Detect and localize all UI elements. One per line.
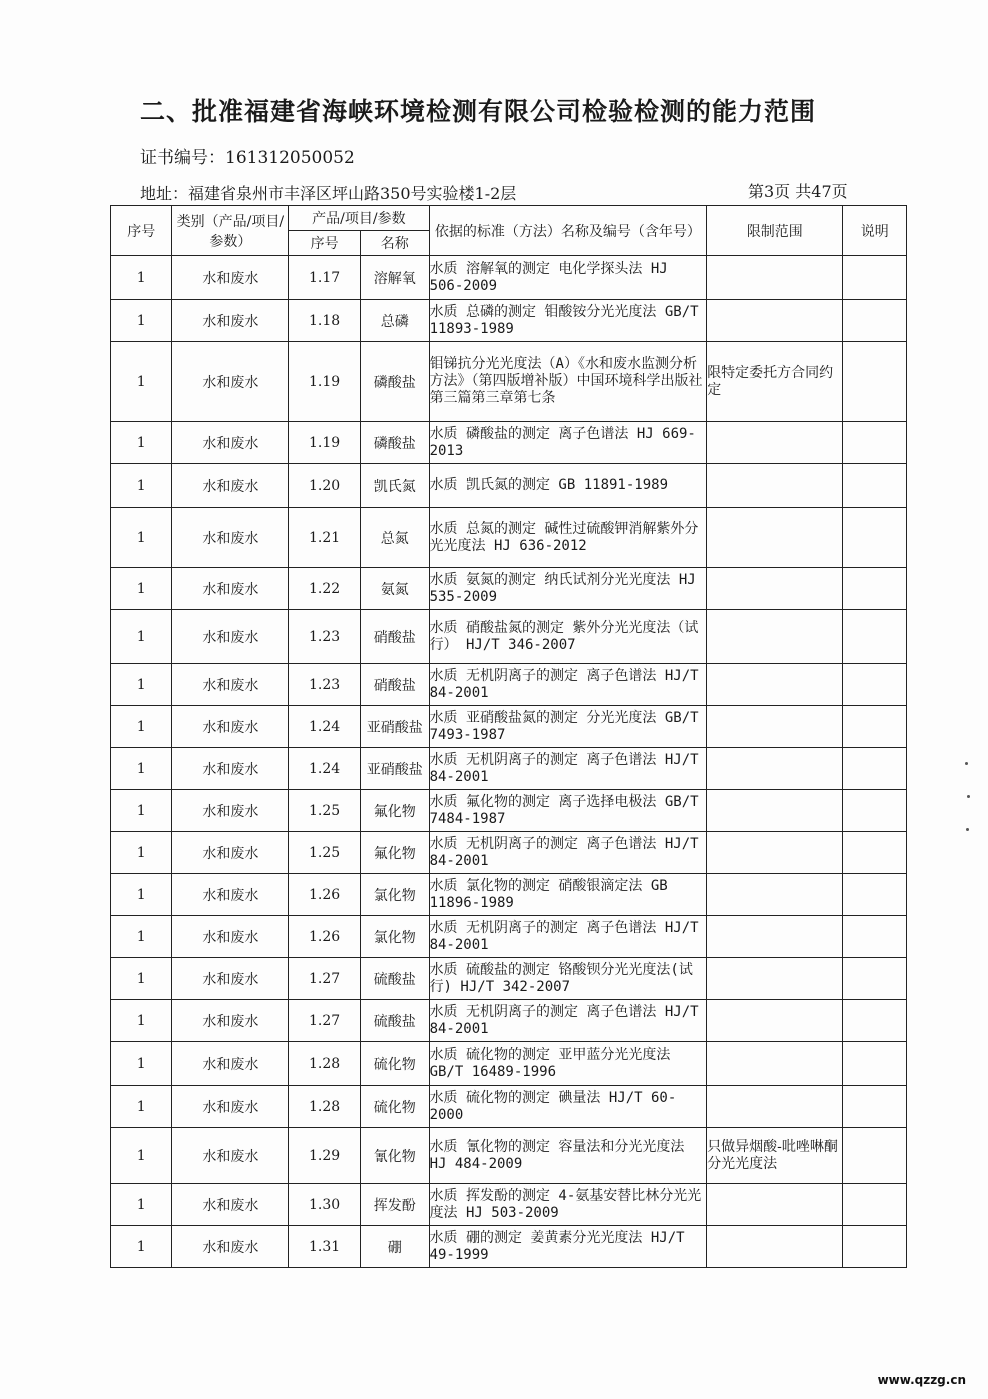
row-note <box>843 832 907 874</box>
table-row <box>111 610 907 664</box>
row-category: 水和废水 <box>172 790 289 832</box>
row-note <box>843 256 907 300</box>
row-standard: 水质 无机阴离子的测定 离子色谱法 HJ/T 84-2001 <box>429 664 707 706</box>
row-seq: 1 <box>111 1128 172 1184</box>
row-standard: 水质 硫酸盐的测定 铬酸钡分光光度法(试行) HJ/T 342-2007 <box>429 958 707 1000</box>
row-seq: 1 <box>111 256 172 300</box>
row-standard: 水质 凯氏氮的测定 GB 11891-1989 <box>429 464 707 508</box>
row-category: 水和废水 <box>172 300 289 342</box>
row-seq: 1 <box>111 706 172 748</box>
row-note <box>843 748 907 790</box>
row-name: 硝酸盐 <box>360 610 429 664</box>
row-note <box>843 874 907 916</box>
row-name: 亚硝酸盐 <box>360 706 429 748</box>
table-row <box>111 748 907 790</box>
row-standard: 水质 氯化物的测定 硝酸银滴定法 GB 11896-1989 <box>429 874 707 916</box>
row-standard: 水质 硼的测定 姜黄素分光光度法 HJ/T 49-1999 <box>429 1226 707 1268</box>
row-category: 水和废水 <box>172 832 289 874</box>
certificate-number: 证书编号：161312050052 <box>140 148 355 168</box>
row-limit <box>707 958 843 1000</box>
row-limit: 只做异烟酸-吡唑啉酮分光光度法 <box>707 1128 843 1184</box>
row-note <box>843 422 907 464</box>
row-sub-seq: 1.30 <box>289 1184 361 1226</box>
table-row <box>111 832 907 874</box>
row-limit <box>707 664 843 706</box>
row-note <box>843 1000 907 1042</box>
row-standard: 水质 硫化物的测定 亚甲蓝分光光度法 GB/T 16489-1996 <box>429 1042 707 1086</box>
row-limit <box>707 748 843 790</box>
table-row <box>111 342 907 422</box>
row-limit: 限特定委托方合同约定 <box>707 342 843 422</box>
header-note: 说明 <box>843 206 907 256</box>
table-row <box>111 790 907 832</box>
row-sub-seq: 1.27 <box>289 958 361 1000</box>
row-note <box>843 790 907 832</box>
row-sub-seq: 1.25 <box>289 832 361 874</box>
row-note <box>843 664 907 706</box>
row-seq: 1 <box>111 1086 172 1128</box>
row-standard: 水质 溶解氧的测定 电化学探头法 HJ 506-2009 <box>429 256 707 300</box>
row-name: 硝酸盐 <box>360 664 429 706</box>
row-standard: 水质 无机阴离子的测定 离子色谱法 HJ/T 84-2001 <box>429 832 707 874</box>
row-note <box>843 342 907 422</box>
row-seq: 1 <box>111 464 172 508</box>
table-row <box>111 568 907 610</box>
table-row <box>111 422 907 464</box>
row-name: 总磷 <box>360 300 429 342</box>
row-name: 氟化物 <box>360 790 429 832</box>
table-row <box>111 706 907 748</box>
row-limit <box>707 508 843 568</box>
row-name: 总氮 <box>360 508 429 568</box>
row-category: 水和废水 <box>172 568 289 610</box>
row-limit <box>707 300 843 342</box>
row-seq: 1 <box>111 958 172 1000</box>
row-name: 溶解氧 <box>360 256 429 300</box>
row-seq: 1 <box>111 568 172 610</box>
row-note <box>843 1086 907 1128</box>
row-sub-seq: 1.24 <box>289 706 361 748</box>
table-row <box>111 916 907 958</box>
row-standard: 水质 总氮的测定 碱性过硫酸钾消解紫外分光光度法 HJ 636-2012 <box>429 508 707 568</box>
row-note <box>843 464 907 508</box>
row-note <box>843 610 907 664</box>
row-seq: 1 <box>111 610 172 664</box>
row-category: 水和废水 <box>172 1128 289 1184</box>
row-sub-seq: 1.27 <box>289 1000 361 1042</box>
row-limit <box>707 256 843 300</box>
row-seq: 1 <box>111 748 172 790</box>
row-name: 氯化物 <box>360 874 429 916</box>
row-standard: 水质 氨氮的测定 纳氏试剂分光光度法 HJ 535-2009 <box>429 568 707 610</box>
row-seq: 1 <box>111 300 172 342</box>
row-limit <box>707 1000 843 1042</box>
row-seq: 1 <box>111 422 172 464</box>
row-limit <box>707 1042 843 1086</box>
row-category: 水和废水 <box>172 874 289 916</box>
row-limit <box>707 1086 843 1128</box>
scan-speck <box>966 828 969 831</box>
row-category: 水和废水 <box>172 1226 289 1268</box>
row-limit <box>707 1184 843 1226</box>
row-category: 水和废水 <box>172 422 289 464</box>
row-sub-seq: 1.18 <box>289 300 361 342</box>
row-sub-seq: 1.21 <box>289 508 361 568</box>
row-standard: 水质 无机阴离子的测定 离子色谱法 HJ/T 84-2001 <box>429 1000 707 1042</box>
row-category: 水和废水 <box>172 464 289 508</box>
watermark-url: www.qzzg.cn <box>877 1373 966 1387</box>
scan-speck <box>967 795 970 798</box>
row-sub-seq: 1.28 <box>289 1042 361 1086</box>
table-row <box>111 874 907 916</box>
table-row <box>111 664 907 706</box>
row-note <box>843 568 907 610</box>
row-limit <box>707 832 843 874</box>
row-category: 水和废水 <box>172 508 289 568</box>
row-seq: 1 <box>111 342 172 422</box>
row-category: 水和废水 <box>172 610 289 664</box>
table-row <box>111 300 907 342</box>
row-sub-seq: 1.24 <box>289 748 361 790</box>
header-seq: 序号 <box>111 206 172 256</box>
table-row <box>111 1226 907 1268</box>
row-name: 氰化物 <box>360 1128 429 1184</box>
row-category: 水和废水 <box>172 748 289 790</box>
row-seq: 1 <box>111 790 172 832</box>
table-row <box>111 1086 907 1128</box>
row-category: 水和废水 <box>172 664 289 706</box>
row-note <box>843 706 907 748</box>
row-name: 挥发酚 <box>360 1184 429 1226</box>
row-seq: 1 <box>111 1000 172 1042</box>
row-name: 凯氏氮 <box>360 464 429 508</box>
row-category: 水和废水 <box>172 958 289 1000</box>
page-indicator: 第3页 共47页 <box>748 182 848 201</box>
row-name: 氨氮 <box>360 568 429 610</box>
row-limit <box>707 790 843 832</box>
header-name: 名称 <box>360 231 429 256</box>
row-note <box>843 1042 907 1086</box>
row-standard: 水质 硫化物的测定 碘量法 HJ/T 60-2000 <box>429 1086 707 1128</box>
row-standard: 钼锑抗分光光度法（A）《水和废水监测分析方法》（第四版增补版）中国环境科学出版社 第三篇第三章第七条 <box>429 342 707 422</box>
header-sub-seq: 序号 <box>289 231 361 256</box>
row-sub-seq: 1.20 <box>289 464 361 508</box>
row-name: 硫酸盐 <box>360 1000 429 1042</box>
row-category: 水和废水 <box>172 342 289 422</box>
row-name: 氯化物 <box>360 916 429 958</box>
row-note <box>843 916 907 958</box>
row-seq: 1 <box>111 832 172 874</box>
row-sub-seq: 1.17 <box>289 256 361 300</box>
table-row <box>111 1042 907 1086</box>
header-limit: 限制范围 <box>707 206 843 256</box>
lab-address: 地址：福建省泉州市丰泽区坪山路350号实验楼1-2层 <box>140 184 517 203</box>
row-name: 磷酸盐 <box>360 422 429 464</box>
row-category: 水和废水 <box>172 916 289 958</box>
row-name: 硼 <box>360 1226 429 1268</box>
row-seq: 1 <box>111 1226 172 1268</box>
row-seq: 1 <box>111 916 172 958</box>
table-header <box>111 206 907 256</box>
header-product-group: 产品/项目/参数 <box>289 206 429 231</box>
row-note <box>843 508 907 568</box>
row-limit <box>707 568 843 610</box>
row-note <box>843 1184 907 1226</box>
row-category: 水和废水 <box>172 1000 289 1042</box>
row-limit <box>707 916 843 958</box>
row-standard: 水质 挥发酚的测定 4-氨基安替比林分光光度法 HJ 503-2009 <box>429 1184 707 1226</box>
table-row <box>111 958 907 1000</box>
row-note <box>843 1226 907 1268</box>
row-standard: 水质 无机阴离子的测定 离子色谱法 HJ/T 84-2001 <box>429 916 707 958</box>
scope-table <box>110 205 907 1268</box>
table-row <box>111 1000 907 1042</box>
row-category: 水和废水 <box>172 706 289 748</box>
row-note <box>843 1128 907 1184</box>
row-category: 水和废水 <box>172 1184 289 1226</box>
row-limit <box>707 464 843 508</box>
table-row <box>111 1128 907 1184</box>
table-row <box>111 464 907 508</box>
table-row <box>111 508 907 568</box>
row-note <box>843 300 907 342</box>
row-limit <box>707 610 843 664</box>
table-row <box>111 256 907 300</box>
row-category: 水和废水 <box>172 256 289 300</box>
row-name: 硫酸盐 <box>360 958 429 1000</box>
row-sub-seq: 1.23 <box>289 664 361 706</box>
row-name: 磷酸盐 <box>360 342 429 422</box>
row-seq: 1 <box>111 664 172 706</box>
row-sub-seq: 1.25 <box>289 790 361 832</box>
row-seq: 1 <box>111 874 172 916</box>
row-name: 硫化物 <box>360 1042 429 1086</box>
row-name: 硫化物 <box>360 1086 429 1128</box>
row-sub-seq: 1.23 <box>289 610 361 664</box>
table-body <box>111 256 907 1268</box>
row-seq: 1 <box>111 508 172 568</box>
row-sub-seq: 1.28 <box>289 1086 361 1128</box>
row-limit <box>707 706 843 748</box>
row-sub-seq: 1.19 <box>289 422 361 464</box>
row-standard: 水质 硝酸盐氮的测定 紫外分光光度法（试行） HJ/T 346-2007 <box>429 610 707 664</box>
row-standard: 水质 磷酸盐的测定 离子色谱法 HJ 669-2013 <box>429 422 707 464</box>
document-title: 二、批准福建省海峡环境检测有限公司检验检测的能力范围 <box>140 97 817 126</box>
row-sub-seq: 1.31 <box>289 1226 361 1268</box>
row-sub-seq: 1.26 <box>289 874 361 916</box>
row-sub-seq: 1.26 <box>289 916 361 958</box>
row-category: 水和废水 <box>172 1086 289 1128</box>
row-standard: 水质 无机阴离子的测定 离子色谱法 HJ/T 84-2001 <box>429 748 707 790</box>
row-standard: 水质 亚硝酸盐氮的测定 分光光度法 GB/T 7493-1987 <box>429 706 707 748</box>
table-row <box>111 1184 907 1226</box>
header-category: 类别（产品/项目/参数） <box>172 206 289 256</box>
row-sub-seq: 1.29 <box>289 1128 361 1184</box>
row-limit <box>707 1226 843 1268</box>
row-category: 水和废水 <box>172 1042 289 1086</box>
row-standard: 水质 总磷的测定 钼酸铵分光光度法 GB/T 11893-1989 <box>429 300 707 342</box>
row-standard: 水质 氟化物的测定 离子选择电极法 GB/T 7484-1987 <box>429 790 707 832</box>
row-name: 亚硝酸盐 <box>360 748 429 790</box>
scan-speck <box>965 762 968 765</box>
row-sub-seq: 1.19 <box>289 342 361 422</box>
row-limit <box>707 874 843 916</box>
header-standard: 依据的标准（方法）名称及编号（含年号） <box>429 206 707 256</box>
row-limit <box>707 422 843 464</box>
row-standard: 水质 氰化物的测定 容量法和分光光度法 HJ 484-2009 <box>429 1128 707 1184</box>
row-seq: 1 <box>111 1184 172 1226</box>
row-name: 氟化物 <box>360 832 429 874</box>
row-sub-seq: 1.22 <box>289 568 361 610</box>
row-seq: 1 <box>111 1042 172 1086</box>
row-note <box>843 958 907 1000</box>
